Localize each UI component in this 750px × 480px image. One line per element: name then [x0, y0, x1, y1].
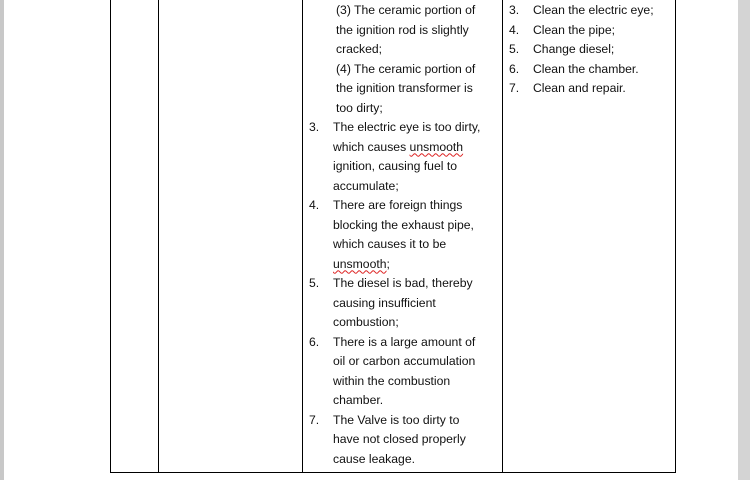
cause-item-line: There is a large amount of — [333, 334, 476, 349]
solution-number: 5. — [509, 42, 520, 56]
cause-item-line: chamber. — [333, 393, 384, 407]
solution-text: Clean the chamber. — [533, 61, 639, 76]
cause-subitem-line: cracked; — [336, 42, 383, 56]
cause-item-line: accumulate; — [333, 178, 399, 193]
cause-subitem-line: (3) The ceramic portion of — [336, 3, 476, 17]
solution-number: 6. — [509, 61, 520, 76]
cause-item-number: 7. — [309, 412, 320, 427]
solution-number: 4. — [509, 22, 520, 37]
cause-item-line: combustion; — [333, 315, 399, 329]
table-border-right — [675, 0, 676, 473]
cause-item-line — [333, 255, 390, 274]
cause-text-segment: which causes — [333, 139, 410, 154]
cause-item-line: causing insufficient — [333, 295, 436, 310]
solution-text: Change diesel; — [533, 42, 615, 56]
cause-subitem-line: the ignition transformer is — [336, 81, 473, 95]
solution-text: Clean and repair. — [533, 81, 626, 95]
cause-item-line: oil or carbon accumulation — [333, 354, 476, 368]
table-border-bottom — [110, 472, 676, 473]
cause-item-line: The diesel is bad, thereby — [333, 276, 473, 290]
cause-item-line: blocking the exhaust pipe, — [333, 217, 474, 232]
cause-item-number: 4. — [309, 198, 320, 212]
solution-text: Clean the electric eye; — [533, 3, 654, 17]
cause-item-number: 6. — [309, 334, 320, 349]
cause-subitem-line: (4) The ceramic portion of — [336, 61, 476, 76]
cause-item-number: 3. — [309, 120, 320, 134]
table-column-divider-1 — [158, 0, 159, 473]
cause-item-line — [333, 138, 463, 157]
cause-item-number: 5. — [309, 276, 320, 290]
cause-item-line: There are foreign things — [333, 198, 463, 212]
cause-item-line: have not closed properly — [333, 432, 466, 446]
table-column-divider-3 — [502, 0, 503, 473]
cause-subitem-line: too dirty; — [336, 100, 383, 115]
cause-text-segment: ; — [386, 256, 390, 271]
cause-item-line: ignition, causing fuel to — [333, 159, 457, 173]
cause-item-line: cause leakage. — [333, 451, 415, 466]
cause-item-line: The electric eye is too dirty, — [333, 120, 481, 134]
solution-text: Clean the pipe; — [533, 22, 615, 37]
cause-item-line: within the combustion — [333, 373, 451, 388]
vertical-scrollbar[interactable] — [738, 0, 750, 480]
solution-number: 7. — [509, 81, 520, 95]
solution-number: 3. — [509, 3, 520, 17]
table-column-divider-2 — [302, 0, 303, 473]
cause-item-line: which causes it to be — [333, 237, 447, 251]
cause-item-line: The Valve is too dirty to — [333, 412, 460, 427]
spelling-flagged-word[interactable]: unsmooth — [409, 139, 464, 154]
cause-subitem-line: the ignition rod is slightly — [336, 22, 469, 37]
table-border-left — [110, 0, 111, 473]
spelling-flagged-word[interactable]: unsmooth — [333, 256, 387, 271]
page-margin-left — [0, 0, 4, 480]
